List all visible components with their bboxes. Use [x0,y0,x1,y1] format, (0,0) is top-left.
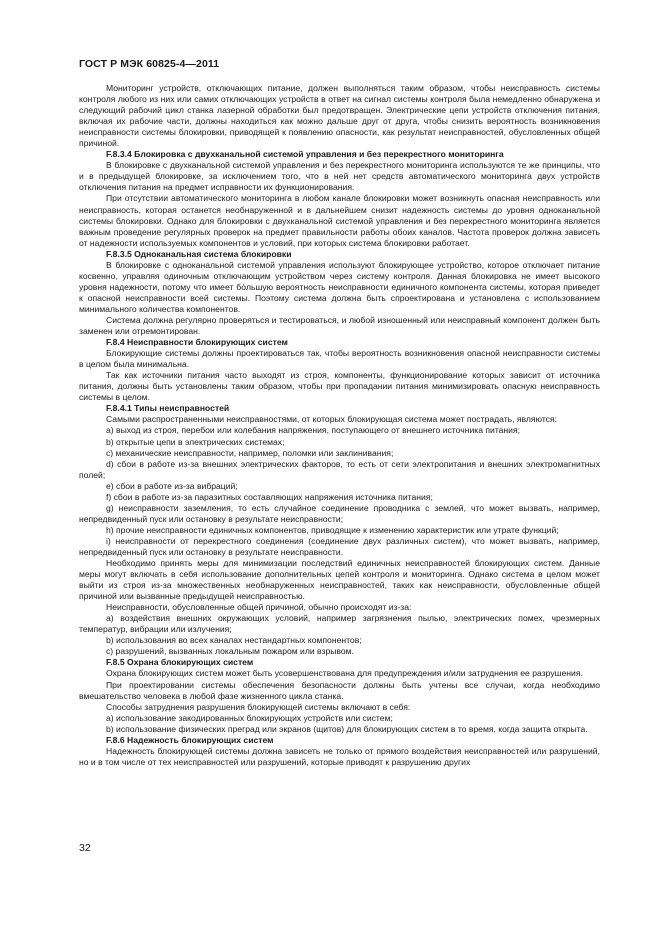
page-header: ГОСТ Р МЭК 60825-4—2011 [79,58,220,70]
paragraph: c) разрушений, вызванных локальным пожаром или взрывом. [106,646,354,657]
section-heading: F.8.6 Надежность блокирующих систем [106,734,274,745]
paragraph: c) механические неисправности, например, поломки или заклинивания; [106,447,394,458]
paragraph: Система должна регулярно проверяться и тестироваться, и любой изношенный или неисправный компонент должен быть заменен или отремонтирован. [79,314,600,337]
paragraph: Самыми распространенными неисправностями, от которых блокирующая система может пострадать, являются: [106,414,558,425]
paragraph: При проектировании системы обеспечения безопасности должны быть учтены все случаи, когда необходимо вмешательство человека в любой фазе жизненного цикла станка. [79,679,600,701]
paragraph: f) сбои в работе из-за паразитных составляющих напряжения источника питания; [106,491,433,502]
section-heading: F.8.4 Неисправности блокирующих систем [106,337,288,348]
page-number: 32 [79,842,91,854]
section-heading: F.8.4.1 Типы неисправностей [106,403,230,414]
paragraph: i) неисправности от перекрестного соединения (соединение двух различных систем), что может вызвать, например, непредвиденный пуск или остановку в результате неисправности. [79,535,600,557]
paragraph: Неисправности, обусловленные общей причиной, обычно происходят из-за: [106,602,412,613]
paragraph: а) выход из строя, перебои или колебания напряжения, поступающего от внешнего источника питания; [106,425,521,436]
paragraph: Мониторинг устройств, отключающих питание, должен выполняться таким образом, чтобы неисправность системы контроля любого из них или самих отключающих устройств в ответ на сигнал системы контроля была немедленно обнаружена и следующий рабочий цикл станка лазерной обработки был предотвращен. Электрические цепи устройств отключения питания, включая их рабочие части, должны находиться как можно дальше друг от друга, чтобы снизить вероятность возникновения неисправности системы блокировки, приводящей к появлению опасности, как результат неисправностей, обусловленных общей причиной. [79,83,600,149]
paragraph: Необходимо принять меры для минимизации последствий единичных неисправностей блокирующих систем. Данные меры могут включать в себя использование дополнительных цепей контроля и мониторинга. Однако система в целом может выйти из строя из-за множественных необнаруженных неисправностей, таких как неисправности, обусловленные общей причиной или вызванные предыдущей неисправностью. [79,558,600,602]
paragraph: Охрана блокирующих систем может быть усовершенствована для предупреждения и/или затруднения ее разрушения. [106,668,583,679]
document-body [79,83,600,768]
paragraph: b) использования во всех каналах нестандартных компонентов; [106,635,362,646]
paragraph: При отсутствии автоматического мониторинга в любом канале блокировки может возникнуть опасная неисправность или неисправность, которая останется необнаруженной и в дальнейшем снизит надежность системы до уровня одноканальной системы блокировки. Однако для блокировки с двухканальной системой управления и без перекрестного мониторинга является важным проведение регулярных проверок на предмет правильности работы обоих каналов. Частота проверок должна зависеть от надежности используемых компонентов и условий, при которых система блокировки работает. [79,193,600,248]
paragraph: Так как источники питания часто выходят из строя, компоненты, функционирование которых зависит от источника питания, должны быть установлены таким образом, чтобы при пропадании питания минимизировать опасную неисправность системы в целом. [79,370,600,403]
section-heading: F.8.5 Охрана блокирующих систем [106,657,254,668]
paragraph: а) использование закодированных блокирующих устройств или систем; [106,712,393,723]
section-heading: F.8.3.4 Блокировка с двухканальной системой управления и без перекрестного мониторинга [106,149,504,160]
paragraph: Блокирующие системы должны проектироваться так, чтобы вероятность возникновения опасной неисправности системы в целом была минимальна. [79,348,600,370]
section-heading: F.8.3.5 Одноканальная система блокировки [106,248,292,259]
paragraph: g) неисправности заземления, то есть случайное соединение проводника с землей, что может вызвать, например, непредвиденный пуск или остановку в результате неисправности; [79,502,600,524]
paragraph: e) сбои в работе из-за вибраций; [106,480,238,491]
paragraph: b) использование физических преград или экранов (щитов) для блокирующих систем в то время, когда защита открыта. [106,723,588,734]
paragraph: В блокировке с одноканальной системой управления используют блокирующее устройство, которое отключает питание косвенно, управляя одиночным отключающим устройством через систему контроля. Данная блокировка не имеет высокого уровня надежности, потому что имеет бо́льшую вероятность неисправности единичного компонента системы, которая приведет к опасной неисправности всей системы. Поэтому система должна быть спроектирована и установлена с использованием минимального количества компонентов. [79,259,600,314]
paragraph: В блокировке с двухканальной системой управления и без перекрестного мониторинга используются те же принципы, что и в предыдущей блокировке, за исключением того, что в ней нет средств автоматического мониторинга двух устройств отключения питания на предмет исправности их функционирования. [79,160,600,193]
paragraph: Надежность блокирующей системы должна зависеть не только от прямого воздействия неисправностей или разрушений, но и в том числе от тех неисправностей или разрушений, которые приводят к разрушению других [79,745,600,767]
paragraph: а) воздействия внешних окружающих условий, например загрязнения пылью, электрических помех, чрезмерных температур, вибрации или излучения; [79,613,600,635]
paragraph: Способы затруднения разрушения блокирующей системы включают в себя: [106,701,411,712]
paragraph: b) открытые цепи в электрических системах; [106,436,285,447]
paragraph: h) прочие неисправности единичных компонентов, приводящие к изменению характеристик или утрате функций; [106,524,559,535]
paragraph: d) сбои в работе из-за внешних электрических факторов, то есть от сети электропитания и внешних электромагнитных полей; [79,458,600,480]
